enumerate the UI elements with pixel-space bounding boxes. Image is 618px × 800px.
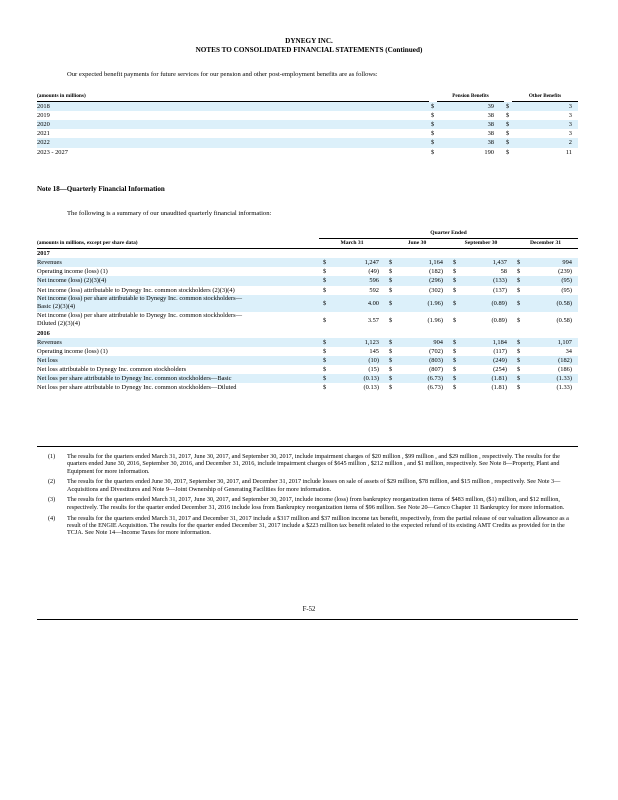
pension-value: 38 <box>437 138 504 147</box>
dollar-sign: $ <box>389 286 393 294</box>
quarter-value: (296) <box>397 276 449 285</box>
quarterly-row <box>37 365 578 374</box>
benefits-intro: Our expected benefit payments for future services for our pension and other post-employment benefits are as follows: <box>67 71 378 78</box>
dollar-sign: $ <box>453 286 457 294</box>
dollar-sign: $ <box>453 316 457 324</box>
row-label: Operating income (loss) (1) <box>37 268 108 276</box>
note18-intro: The following is a summary of our unaudited quarterly financial information: <box>67 210 272 217</box>
dollar-sign: $ <box>449 374 461 383</box>
quarterly-row <box>37 347 578 356</box>
other-dollar-sign: $ <box>504 120 512 129</box>
quarter-value: (95) <box>525 276 578 285</box>
quarterly-amounts-label: (amounts in millions, except per share data) <box>37 239 319 249</box>
quarter-value: 1,107 <box>525 338 578 347</box>
row-label: Net loss per share attributable to Dynegy Inc. common stockholders—Diluted <box>37 384 237 392</box>
dollar-sign: $ <box>389 347 393 355</box>
dollar-sign: $ <box>453 384 457 392</box>
row-label: Net loss <box>37 356 319 365</box>
dollar-sign: $ <box>323 268 327 276</box>
benefits-year: 2023 - 2027 <box>37 148 68 156</box>
quarter-value: 1,123 <box>331 338 385 347</box>
quarter-value: (302) <box>429 286 443 294</box>
dollar-sign: $ <box>517 384 521 392</box>
quarter-value: 904 <box>397 338 449 347</box>
quarter-value: 34 <box>565 347 572 355</box>
dollar-sign: $ <box>449 295 461 312</box>
other-dollar-sign: $ <box>504 102 512 112</box>
dollar-sign: $ <box>517 286 521 294</box>
pension-dollar-sign: $ <box>431 130 435 138</box>
quarterly-row <box>37 383 578 392</box>
pension-dollar-sign: $ <box>431 112 435 120</box>
quarter-value: (1.81) <box>461 374 513 383</box>
row-label <box>37 295 319 312</box>
other-value: 3 <box>568 112 572 120</box>
quarter-value: 145 <box>369 347 379 355</box>
quarter-value: 994 <box>525 258 578 267</box>
quarter-value: (6.73) <box>427 384 443 392</box>
dollar-sign: $ <box>319 338 331 347</box>
col-march-31: March 31 <box>319 239 385 249</box>
dollar-sign: $ <box>517 316 521 324</box>
other-dollar-sign: $ <box>506 112 510 120</box>
quarter-value: (117) <box>493 347 507 355</box>
quarter-value: (0.58) <box>525 295 578 312</box>
year-label: 2016 <box>37 329 50 337</box>
other-value: 2 <box>512 138 578 147</box>
quarterly-row <box>37 276 578 285</box>
benefits-year: 2022 <box>37 138 429 147</box>
quarterly-row <box>37 295 578 312</box>
dollar-sign: $ <box>449 356 461 365</box>
benefits-table <box>37 92 578 157</box>
other-value: 3 <box>512 102 578 112</box>
dollar-sign: $ <box>453 268 457 276</box>
footnote <box>48 453 580 475</box>
quarter-value: (803) <box>397 356 449 365</box>
dollar-sign: $ <box>385 356 397 365</box>
pension-value: 38 <box>487 130 494 138</box>
other-value: 3 <box>568 130 572 138</box>
footnote <box>48 496 580 511</box>
dollar-sign: $ <box>319 374 331 383</box>
dollar-sign: $ <box>323 347 327 355</box>
dollar-sign: $ <box>453 366 457 374</box>
row-label: Revenues <box>37 258 319 267</box>
year-row <box>37 249 578 259</box>
quarter-value: (254) <box>493 366 507 374</box>
dollar-sign: $ <box>385 338 397 347</box>
footnote-number: (1) <box>48 453 56 460</box>
dollar-sign: $ <box>513 374 525 383</box>
benefits-row <box>37 138 578 147</box>
dollar-sign: $ <box>385 258 397 267</box>
page-number: F-52 <box>302 606 316 613</box>
dollar-sign: $ <box>323 384 327 392</box>
other-dollar-sign: $ <box>504 138 512 147</box>
quarter-value: (1.81) <box>491 384 507 392</box>
quarter-value: 4.00 <box>331 295 385 312</box>
quarter-value: 592 <box>369 286 379 294</box>
quarter-value: 1,164 <box>397 258 449 267</box>
quarter-value: 58 <box>500 268 507 276</box>
other-dollar-sign: $ <box>506 130 510 138</box>
row-label-line1: Net income (loss) per share attributable to Dynegy Inc. common stockholders— <box>37 295 242 303</box>
quarter-value: (0.89) <box>491 316 507 324</box>
pension-value: 38 <box>487 112 494 120</box>
footnote <box>48 478 580 493</box>
row-label-line2: Diluted (2)(3)(4) <box>37 320 81 328</box>
footnote <box>48 515 580 537</box>
quarter-value: (239) <box>558 268 572 276</box>
footnote-text: The results for the quarters ended March 31, 2017, June 30, 2017, and September 30, 2017, include impairment charges of $20 million , $99 million , and $29 million , respectively. The results for the quarters ended June 30, 2016, September 30, 2016, and December 31, 2016, include impairment charges of $645 million , $212 million , and $1 million, respectively. See Note 8—Property, Plant and Equipment for more information. <box>67 453 560 475</box>
quarter-value: (0.13) <box>331 374 385 383</box>
col-june-30: June 30 <box>385 239 449 249</box>
benefits-row <box>37 148 578 157</box>
note18-title: Note 18—Quarterly Financial Information <box>37 185 165 193</box>
pension-value: 39 <box>437 102 504 112</box>
quarter-value: (0.89) <box>461 295 513 312</box>
dollar-sign: $ <box>323 366 327 374</box>
row-label: Net loss attributable to Dynegy Inc. common stockholders <box>37 366 187 374</box>
quarterly-row <box>37 338 578 347</box>
dollar-sign: $ <box>319 258 331 267</box>
footnote-number: (2) <box>48 478 56 486</box>
dollar-sign: $ <box>319 295 331 312</box>
dollar-sign: $ <box>517 268 521 276</box>
benefits-year: 2021 <box>37 130 50 138</box>
dollar-sign: $ <box>385 276 397 285</box>
quarter-value: (6.73) <box>397 374 449 383</box>
dollar-sign: $ <box>319 276 331 285</box>
quarter-value: (95) <box>561 286 572 294</box>
quarterly-table <box>37 229 578 392</box>
row-label-line1: Net income (loss) per share attributable to Dynegy Inc. common stockholders— <box>37 312 242 320</box>
quarter-value: 596 <box>331 276 385 285</box>
footnotes <box>48 453 580 540</box>
col-pension-benefits: Pension Benefits <box>437 92 504 102</box>
col-december-31: December 31 <box>513 239 578 249</box>
row-label: Net income (loss) attributable to Dynegy Inc. common stockholders (2)(3)(4) <box>37 286 235 294</box>
row-label: Operating income (loss) (1) <box>37 347 108 355</box>
quarter-value: 1,184 <box>461 338 513 347</box>
row-label: Net income (loss) (2)(3)(4) <box>37 276 319 285</box>
quarter-value: (1.96) <box>397 295 449 312</box>
dollar-sign: $ <box>323 316 327 324</box>
col-other-benefits: Other Benefits <box>512 92 578 102</box>
quarter-value: (137) <box>493 286 507 294</box>
dollar-sign: $ <box>323 286 327 294</box>
page-subtitle: NOTES TO CONSOLIDATED FINANCIAL STATEMENTS (Continued) <box>195 46 423 54</box>
pension-value: 190 <box>484 148 494 156</box>
dollar-sign: $ <box>389 366 393 374</box>
dollar-sign: $ <box>389 384 393 392</box>
dollar-sign: $ <box>453 347 457 355</box>
quarter-value: (182) <box>525 356 578 365</box>
quarter-value: 1,247 <box>331 258 385 267</box>
quarter-value: (186) <box>558 366 572 374</box>
pension-dollar-sign: $ <box>429 120 437 129</box>
quarter-value: (1.33) <box>556 384 572 392</box>
pension-dollar-sign: $ <box>429 138 437 147</box>
dollar-sign: $ <box>513 356 525 365</box>
dollar-sign: $ <box>389 268 393 276</box>
benefits-row <box>37 102 578 112</box>
quarter-value: 3.57 <box>367 316 379 324</box>
quarter-ended-header: Quarter Ended <box>319 229 578 239</box>
other-dollar-sign: $ <box>506 148 510 156</box>
quarter-value: (702) <box>429 347 443 355</box>
quarterly-row <box>37 286 578 295</box>
dollar-sign: $ <box>449 276 461 285</box>
year-label: 2017 <box>37 250 50 258</box>
quarter-value: (15) <box>368 366 379 374</box>
footnote-number: (3) <box>48 496 56 504</box>
quarter-value: (182) <box>429 268 443 276</box>
dollar-sign: $ <box>513 276 525 285</box>
dollar-sign: $ <box>513 338 525 347</box>
quarter-value: (1.33) <box>525 374 578 383</box>
quarter-value: 1,437 <box>461 258 513 267</box>
quarterly-row <box>37 267 578 276</box>
other-value: 3 <box>512 120 578 129</box>
row-label: Net loss per share attributable to Dynegy Inc. common stockholders—Basic <box>37 374 319 383</box>
benefits-year: 2020 <box>37 120 429 129</box>
footnote-text: The results for the quarters ended March 31, 2017 and December 31, 2017 include a $317 million and $37 million income tax benefit, respectively, from the partial release of our valuation allowance as a result of the ENGIE Acquisition. The results for the quarter ended December 31, 2017 include a $223 million tax benefit related to the expected refund of its existing AMT Credits as provided for in the TCJA. See Note 14—Income Taxes for more information. <box>67 514 569 537</box>
benefits-row <box>37 111 578 120</box>
dollar-sign: $ <box>517 347 521 355</box>
quarter-value: (1.96) <box>427 316 443 324</box>
benefits-year: 2018 <box>37 102 429 112</box>
row-label-line2: Basic (2)(3)(4) <box>37 303 76 311</box>
benefits-amounts-label: (amounts in millions) <box>37 92 429 102</box>
benefits-row <box>37 129 578 138</box>
quarter-value: (807) <box>429 366 443 374</box>
footnote-text: The results for the quarters ended March 31, 2017, June 30, 2017, and September 30, 2017, include income (loss) from bankruptcy reorganization items of $483 million, ($1) million, and $12 million, respectively. The results for the quarter ended December 31, 2016 include loss from Bankruptcy reorganization items of $96 million. See Note 20—Genco Chapter 11 Bankruptcy for more information. <box>67 496 565 511</box>
company-name: DYNEGY INC. <box>285 37 333 45</box>
quarter-value: (49) <box>368 268 379 276</box>
quarterly-row <box>37 258 578 267</box>
pension-dollar-sign: $ <box>429 102 437 112</box>
dollar-sign: $ <box>389 316 393 324</box>
footnote-divider <box>37 446 578 447</box>
quarter-value: (0.58) <box>556 316 572 324</box>
benefits-row <box>37 120 578 129</box>
dollar-sign: $ <box>385 374 397 383</box>
year-row <box>37 329 578 338</box>
quarter-value: (133) <box>461 276 513 285</box>
quarter-value: (10) <box>331 356 385 365</box>
col-september-30: September 30 <box>449 239 513 249</box>
quarterly-row <box>37 356 578 365</box>
dollar-sign: $ <box>319 356 331 365</box>
page-bottom-rule <box>37 619 578 620</box>
footnote-text: The results for the quarters ended June 30, 2017, September 30, 2017, and December 31, 2017 include losses on sale of assets of $29 million, $78 million, and $15 million , respectively. See Note 3—Acquisitions and Divestitures and Note 9—Joint Ownership of Generating Facilities for more information. <box>67 478 561 493</box>
row-label: Revenues <box>37 338 319 347</box>
quarterly-row <box>37 312 578 329</box>
pension-value: 38 <box>437 120 504 129</box>
dollar-sign: $ <box>449 338 461 347</box>
pension-dollar-sign: $ <box>431 148 435 156</box>
dollar-sign: $ <box>517 366 521 374</box>
benefits-year: 2019 <box>37 112 50 120</box>
dollar-sign: $ <box>385 295 397 312</box>
quarterly-row <box>37 374 578 383</box>
row-label <box>37 312 319 329</box>
quarter-value: (249) <box>461 356 513 365</box>
dollar-sign: $ <box>513 295 525 312</box>
dollar-sign: $ <box>513 258 525 267</box>
other-value: 11 <box>565 148 572 156</box>
dollar-sign: $ <box>449 258 461 267</box>
footnote-number: (4) <box>48 514 56 522</box>
quarter-value: (0.13) <box>363 384 379 392</box>
